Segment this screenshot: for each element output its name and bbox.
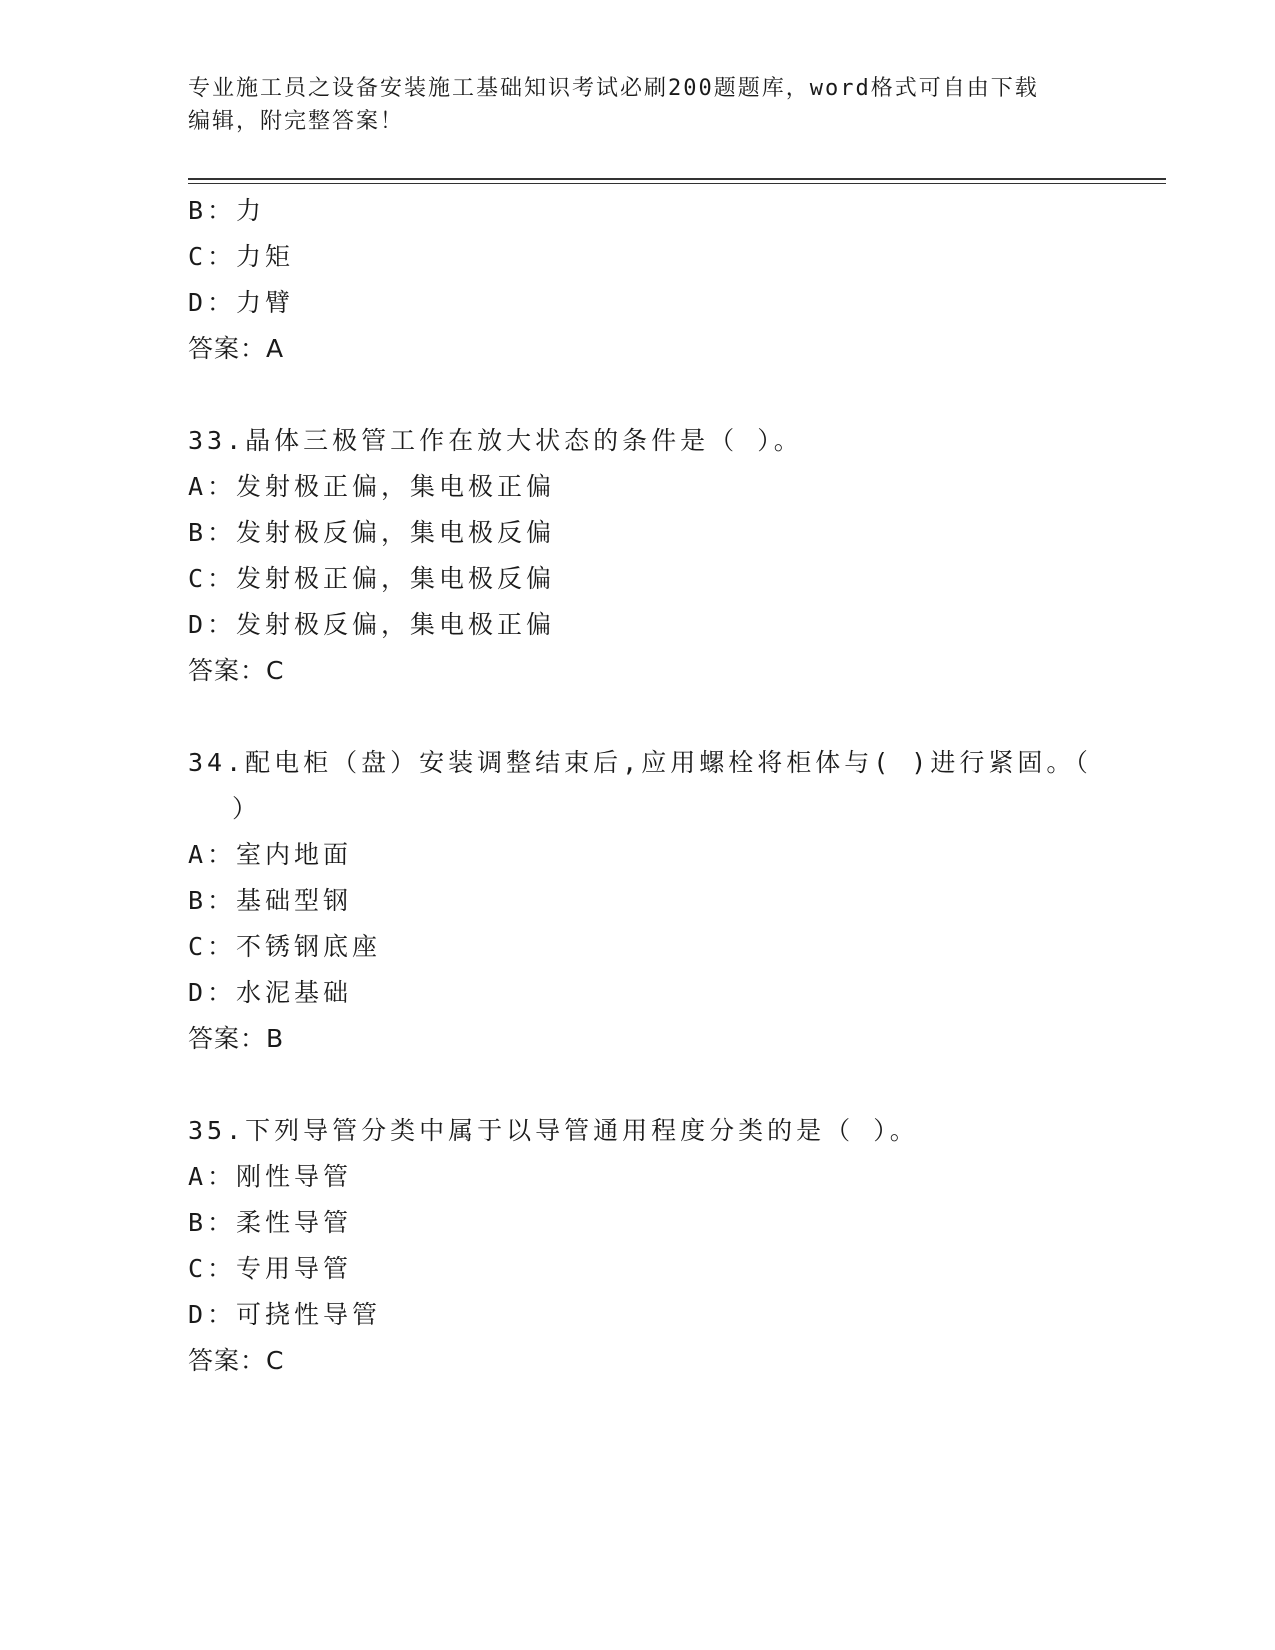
option-a: A：发射极正偏，集电极正偏 xyxy=(188,472,556,501)
option-c: C：专用导管 xyxy=(188,1254,353,1283)
header-divider-bottom xyxy=(188,183,1166,184)
option-d: D：力臂 xyxy=(188,288,295,317)
header-line-2: 编辑，附完整答案！ xyxy=(188,109,405,134)
answer: 答案：A xyxy=(188,334,285,363)
header-line-1: 专业施工员之设备安装施工基础知识考试必刷200题题库，word格式可自由下载 xyxy=(188,76,1039,101)
option-a: A：室内地面 xyxy=(188,840,353,869)
option-b: B：发射极反偏，集电极反偏 xyxy=(188,518,556,547)
answer: 答案：C xyxy=(188,656,285,685)
answer: 答案：C xyxy=(188,1346,285,1375)
option-c: C：不锈钢底座 xyxy=(188,932,382,961)
option-c: C：力矩 xyxy=(188,242,295,271)
header-divider-top xyxy=(188,178,1166,180)
option-a: A：刚性导管 xyxy=(188,1162,353,1191)
question-stem: 35.下列导管分类中属于以导管通用程度分类的是（ ）。 xyxy=(188,1116,919,1145)
document-header xyxy=(188,72,1088,138)
answer: 答案：B xyxy=(188,1024,285,1053)
option-d: D：可挠性导管 xyxy=(188,1300,382,1329)
option-b: B：力 xyxy=(188,196,266,225)
option-b: B：基础型钢 xyxy=(188,886,353,915)
option-c: C：发射极正偏，集电极反偏 xyxy=(188,564,556,593)
option-d: D：水泥基础 xyxy=(188,978,353,1007)
option-b: B：柔性导管 xyxy=(188,1208,353,1237)
question-stem: 33.晶体三极管工作在放大状态的条件是（ ）。 xyxy=(188,426,803,455)
question-stem-continuation: ） xyxy=(232,794,262,823)
question-stem: 34.配电柜（盘）安装调整结束后,应用螺栓将柜体与( )进行紧固。（ xyxy=(188,748,1092,777)
option-d: D：发射极反偏，集电极正偏 xyxy=(188,610,556,639)
